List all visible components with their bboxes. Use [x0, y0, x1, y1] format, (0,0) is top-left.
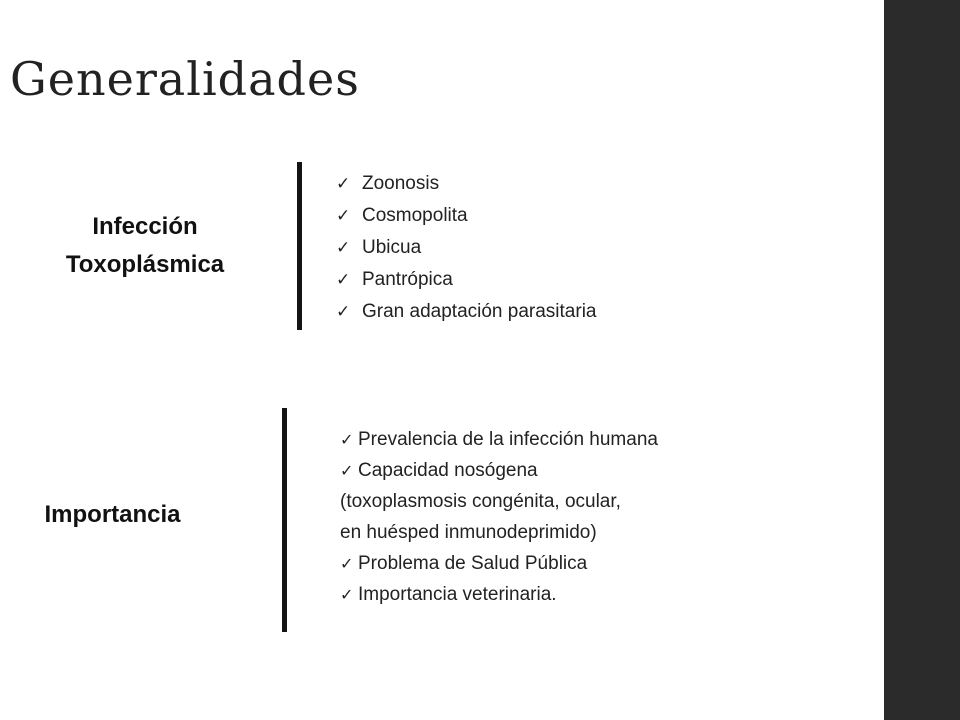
- list-item: ✓ Cosmopolita: [336, 200, 596, 232]
- section-divider: [282, 408, 287, 632]
- checkmark-icon: ✓: [340, 430, 354, 449]
- list-item: ✓ Zoonosis: [336, 168, 596, 200]
- list-item-continuation: en huésped inmunodeprimido): [340, 522, 597, 543]
- section-label-importancia: Importancia: [44, 501, 181, 528]
- page-title: Generalidades: [10, 52, 360, 106]
- list-item: ✓ Gran adaptación parasitaria: [336, 296, 596, 328]
- section-divider: [297, 162, 302, 330]
- checkmark-icon: ✓: [340, 461, 354, 480]
- importance-list: [340, 424, 658, 610]
- checkmark-icon: ✓: [336, 174, 351, 194]
- sidebar-decoration: [884, 0, 960, 720]
- list-item: ✓ Importancia veterinaria.: [340, 579, 658, 610]
- list-item: ✓ Pantrópica: [336, 264, 596, 296]
- list-item: ✓ Prevalencia de la infección humana: [340, 424, 658, 455]
- list-item: ✓ Ubicua: [336, 232, 596, 264]
- section-label-infeccion: [20, 208, 270, 284]
- checkmark-icon: ✓: [336, 270, 351, 290]
- checkmark-icon: ✓: [336, 238, 351, 258]
- checkmark-icon: ✓: [336, 206, 351, 226]
- list-item-continuation: (toxoplasmosis congénita, ocular,: [340, 491, 621, 512]
- section-label-line: Infección: [92, 213, 198, 240]
- checkmark-icon: ✓: [340, 554, 354, 573]
- checkmark-icon: ✓: [336, 302, 351, 322]
- characteristics-list: [336, 168, 596, 328]
- list-item: ✓ Capacidad nosógena: [340, 455, 658, 486]
- checkmark-icon: ✓: [340, 585, 354, 604]
- section-label-line: Toxoplásmica: [65, 251, 225, 278]
- list-item: ✓ Problema de Salud Pública: [340, 548, 658, 579]
